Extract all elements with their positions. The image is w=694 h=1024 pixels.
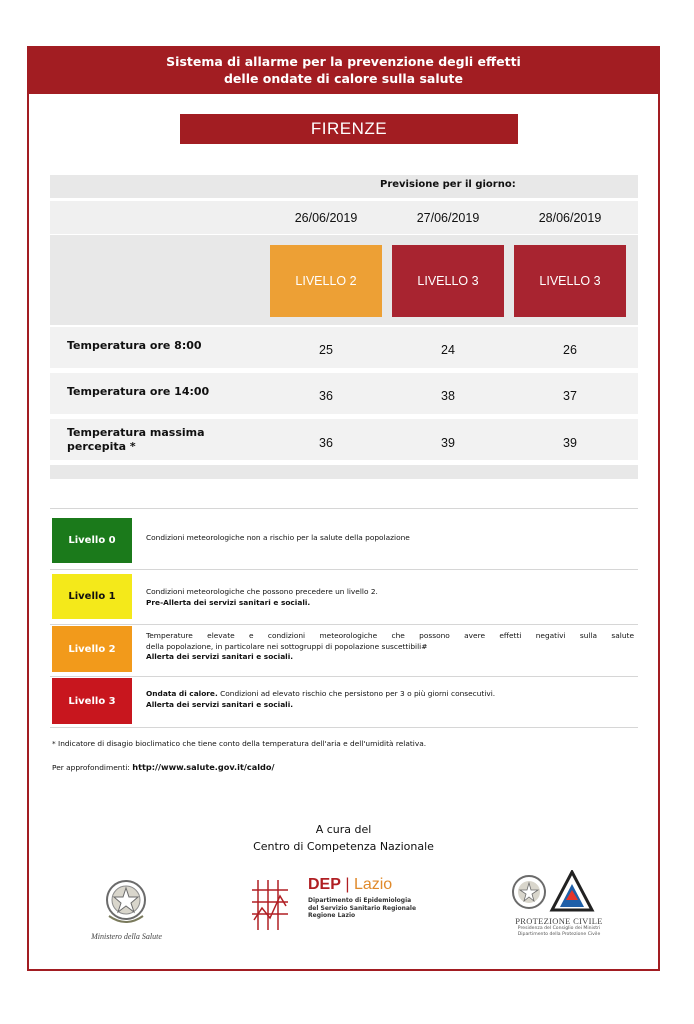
header-line-2: delle ondate di calore sulla salute (223, 71, 463, 86)
dep-region: Lazio (353, 876, 393, 893)
row-label-line: percepita * (67, 440, 136, 453)
dep-lazio-logo-icon (250, 876, 440, 938)
dep-line: Regione Lazio (308, 912, 356, 919)
credit (29, 821, 658, 855)
legend-text-level-2 (146, 631, 634, 663)
legend-badge-level-2: Livello 2 (52, 626, 132, 672)
legend-line: Condizioni ad elevato rischio che persistono per 3 o più giorni consecutivi. (217, 689, 496, 698)
legend-line: della popolazione, in particolare nei sottogruppi di popolazione suscettibili# (146, 641, 428, 651)
ministero-caption: Ministero della Salute (91, 932, 162, 941)
legend-bold-line: Pre-Allerta dei servizi sanitari e sociali. (146, 597, 311, 607)
dep-line: Dipartimento di Epidemiologia (308, 897, 412, 904)
dep-description (308, 897, 416, 920)
protezione-description (504, 926, 614, 938)
row-label: Temperatura ore 8:00 (67, 339, 202, 352)
temperature-value: 25 (319, 343, 333, 357)
row-label: Temperatura ore 14:00 (67, 385, 210, 398)
legend-line: Condizioni meteorologiche che possono precedere un livello 2. (146, 587, 378, 596)
credit-line-2: Centro di Competenza Nazionale (253, 840, 434, 853)
more-info (52, 762, 275, 772)
temperature-value: 24 (441, 343, 455, 357)
footnote: * Indicatore di disagio bioclimatico che tiene conto della temperatura dell'aria e dell'umidità relativa. (52, 739, 427, 748)
row-label-line: Temperatura massima (67, 426, 205, 439)
forecast-title: Previsione per il giorno: (380, 179, 516, 190)
legend-divider (50, 508, 638, 509)
level-badge: LIVELLO 3 (514, 245, 626, 317)
ministero-emblem-icon (79, 876, 174, 946)
legend-line-with-lead (146, 689, 634, 700)
forecast-dates-row (50, 201, 638, 234)
temperature-value: 36 (319, 436, 333, 450)
row-label-multiline (67, 426, 205, 454)
temperature-value: 39 (563, 436, 577, 450)
legend-line: Condizioni meteorologiche non a rischio per la salute della popolazione (146, 533, 410, 542)
level-badge: LIVELLO 3 (392, 245, 504, 317)
legend-badge-level-0: Livello 0 (52, 518, 132, 563)
legend-divider (50, 727, 638, 728)
protezione-line: Presidenza del Consiglio dei Ministri (517, 926, 601, 931)
legend-divider (50, 676, 638, 677)
forecast-row-temp-8 (50, 327, 638, 368)
city-title: FIRENZE (180, 114, 518, 144)
legend-bold-line: Allerta dei servizi sanitari e sociali. (146, 699, 294, 709)
dep-name: DEP (308, 876, 341, 893)
protezione-name: PROTEZIONE CIVILE (515, 916, 603, 926)
forecast-table-footer (50, 465, 638, 479)
forecast-row-temp-14 (50, 373, 638, 414)
more-info-link[interactable]: http://www.salute.gov.it/caldo/ (132, 762, 275, 772)
protezione-line: Dipartimento della Protezione Civile (517, 932, 601, 937)
forecast-date: 26/06/2019 (294, 211, 358, 225)
temperature-value: 36 (319, 389, 333, 403)
forecast-levels-row (50, 235, 638, 325)
temperature-value: 38 (441, 389, 455, 403)
bulletin-frame (27, 46, 660, 971)
credit-line-1: A cura del (315, 823, 372, 836)
temperature-value: 26 (563, 343, 577, 357)
legend-line: Temperature elevate e condizioni meteorologiche che possono avere effetti negativi sulla salute (146, 631, 634, 640)
level-badge: LIVELLO 2 (270, 245, 382, 317)
more-info-prefix: Per approfondimenti: (52, 763, 130, 772)
legend-text-level-0 (146, 533, 634, 544)
legend-bold-lead: Ondata di calore. (146, 689, 218, 698)
forecast-date: 27/06/2019 (416, 211, 480, 225)
legend-text-level-3 (146, 689, 634, 710)
legend-text-level-1 (146, 587, 634, 608)
legend-divider (50, 569, 638, 570)
forecast-title-row (50, 175, 638, 198)
forecast-date: 28/06/2019 (538, 211, 602, 225)
temperature-value: 39 (441, 436, 455, 450)
header-line-1: Sistema di allarme per la prevenzione degli effetti (166, 54, 521, 69)
legend-badge-level-1: Livello 1 (52, 574, 132, 619)
protezione-civile-logo-icon (504, 870, 614, 950)
forecast-row-perceived-max (50, 419, 638, 460)
legend-bold-line: Allerta dei servizi sanitari e sociali. (146, 652, 294, 661)
bulletin-header (29, 48, 658, 94)
dep-wordmark: DEP | Lazio (308, 876, 393, 893)
legend-badge-level-3: Livello 3 (52, 678, 132, 724)
legend-divider (50, 624, 638, 625)
dep-line: del Servizio Sanitario Regionale (308, 904, 417, 912)
temperature-value: 37 (563, 389, 577, 403)
